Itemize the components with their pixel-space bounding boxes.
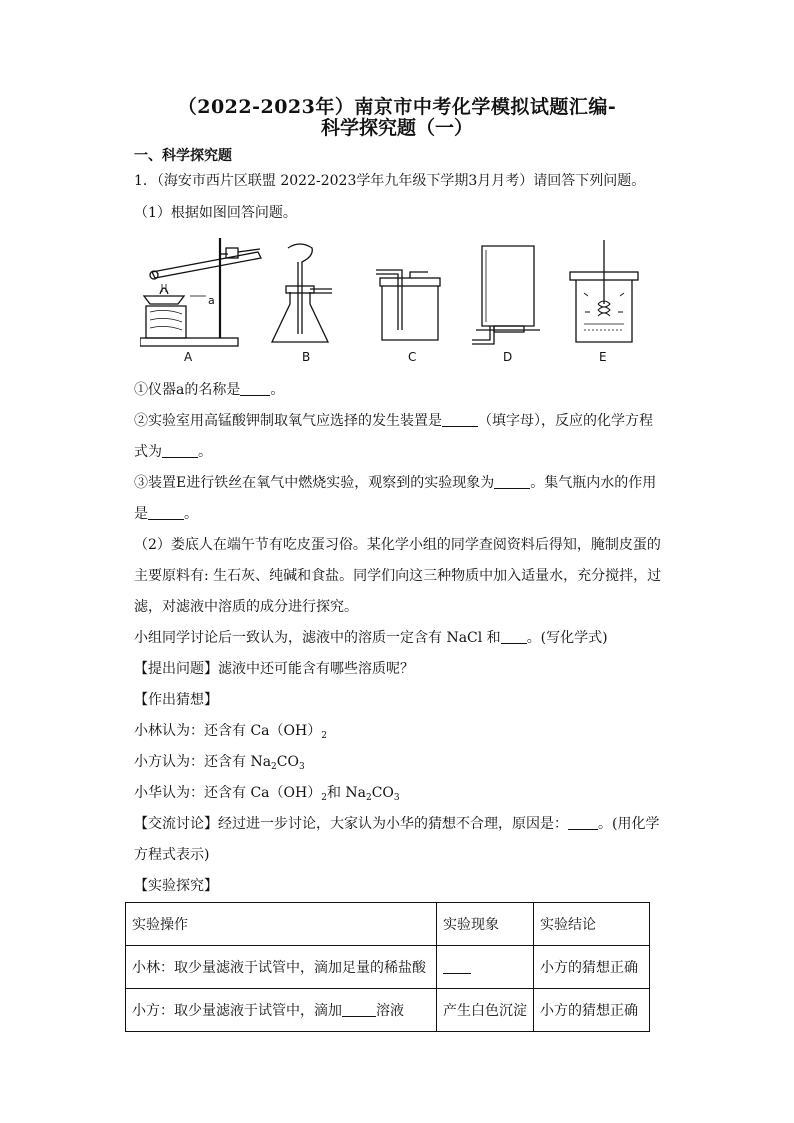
- part2-line1: （2）娄底人在端午节有吃皮蛋习俗。某化学小组的同学查阅资料后得知，腌制皮蛋的: [134, 537, 661, 553]
- table-header-cell: 实验操作: [126, 903, 437, 946]
- exchange-line2: 方程式表示): [134, 847, 210, 863]
- figure-label-d: D: [503, 350, 513, 364]
- section-heading: 一、科学探究题: [134, 148, 232, 164]
- subquestion-2-line1: ②实验室用高锰酸钾制取氧气应选择的发生装置是 （填字母），反应的化学方程: [134, 413, 653, 429]
- table-cell: 小林：取少量滤液于试管中，滴加足量的稀盐酸: [126, 946, 437, 989]
- answer-blank[interactable]: [148, 505, 184, 520]
- exchange-line1: 【交流讨论】经过进一步讨论，大家认为小华的猜想不合理，原因是： 。(用化学: [134, 816, 660, 832]
- subquestion-1: ①仪器a的名称是 。: [134, 382, 285, 398]
- part2-line3: 滤，对滤液中溶质的成分进行探究。: [134, 599, 358, 615]
- answer-blank[interactable]: [501, 629, 527, 644]
- make-guess-heading: 【作出猜想】: [134, 692, 218, 708]
- figure-label-e: E: [599, 350, 607, 364]
- subquestion-2-line2: 式为 。: [134, 444, 212, 460]
- part2-line2: 主要原料有: 生石灰、纯碱和食盐。同学们向这三种物质中加入适量水，充分搅拌，过: [134, 568, 662, 584]
- apparatus-d: [472, 246, 540, 344]
- table-cell: [437, 946, 534, 989]
- answer-blank[interactable]: [568, 815, 598, 830]
- apparatus-b: [272, 244, 332, 342]
- answer-blank[interactable]: [342, 1002, 376, 1017]
- table-row: [126, 946, 650, 989]
- table-header-cell: 实验现象: [437, 903, 534, 946]
- document-title-line2: 科学探究题（一）: [320, 117, 473, 139]
- document-title-line1: （2022-2023年）南京市中考化学模拟试题汇编-: [177, 96, 617, 118]
- instrument-label-a: a: [208, 294, 215, 307]
- table-header-cell: 实验结论: [534, 903, 650, 946]
- answer-blank[interactable]: [494, 474, 530, 489]
- table-cell: 小方的猜想正确: [534, 989, 650, 1032]
- figure-label-b: B: [302, 350, 311, 364]
- part1-prompt: （1）根据如图回答问题。: [134, 205, 297, 221]
- table-cell: 小方：取少量滤液于试管中，滴加 溶液: [126, 989, 437, 1032]
- answer-blank[interactable]: [162, 443, 198, 458]
- subquestion-3-line1: ③装置E进行铁丝在氧气中燃烧实验，观察到的实验现象为 。集气瓶内水的作用: [134, 475, 657, 491]
- apparatus-e: [570, 240, 638, 342]
- experiment-heading: 【实验探究】: [134, 878, 218, 894]
- apparatus-c: [376, 270, 440, 340]
- table-header-row: [126, 903, 650, 946]
- figure-label-c: C: [408, 350, 417, 364]
- subquestion-3-line2: 是 。: [134, 506, 198, 522]
- apparatus-diagram: [140, 234, 640, 368]
- apparatus-a: [140, 238, 261, 346]
- answer-blank[interactable]: [240, 381, 270, 396]
- guess-xiaolin: 小林认为：还含有 $Ca(OH)_2$: [134, 723, 327, 741]
- experiment-table: [125, 902, 650, 1032]
- figure-label-a: A: [184, 350, 193, 364]
- raise-question: 【提出问题】滤液中还可能含有哪些溶质呢？: [134, 661, 414, 677]
- question-intro: 1．（海安市西片区联盟 2022-2023学年九年级下学期3月月考）请回答下列问题。: [134, 173, 646, 189]
- apparatus-figure: [140, 234, 640, 368]
- table-row: [126, 989, 650, 1032]
- answer-blank[interactable]: [442, 412, 478, 427]
- guess-xiaofang: 小方认为：还含有 $Na_2CO_3$: [134, 754, 305, 772]
- table-cell: 产生白色沉淀: [437, 989, 534, 1032]
- discussion-line: 小组同学讨论后一致认为，滤液中的溶质一定含有 NaCl 和 。(写化学式): [134, 630, 608, 646]
- table-cell: 小方的猜想正确: [534, 946, 650, 989]
- guess-xiaohua: 小华认为：还含有 $Ca(OH)_2$和 $Na_2CO_3$: [134, 785, 400, 803]
- answer-blank[interactable]: [443, 959, 471, 974]
